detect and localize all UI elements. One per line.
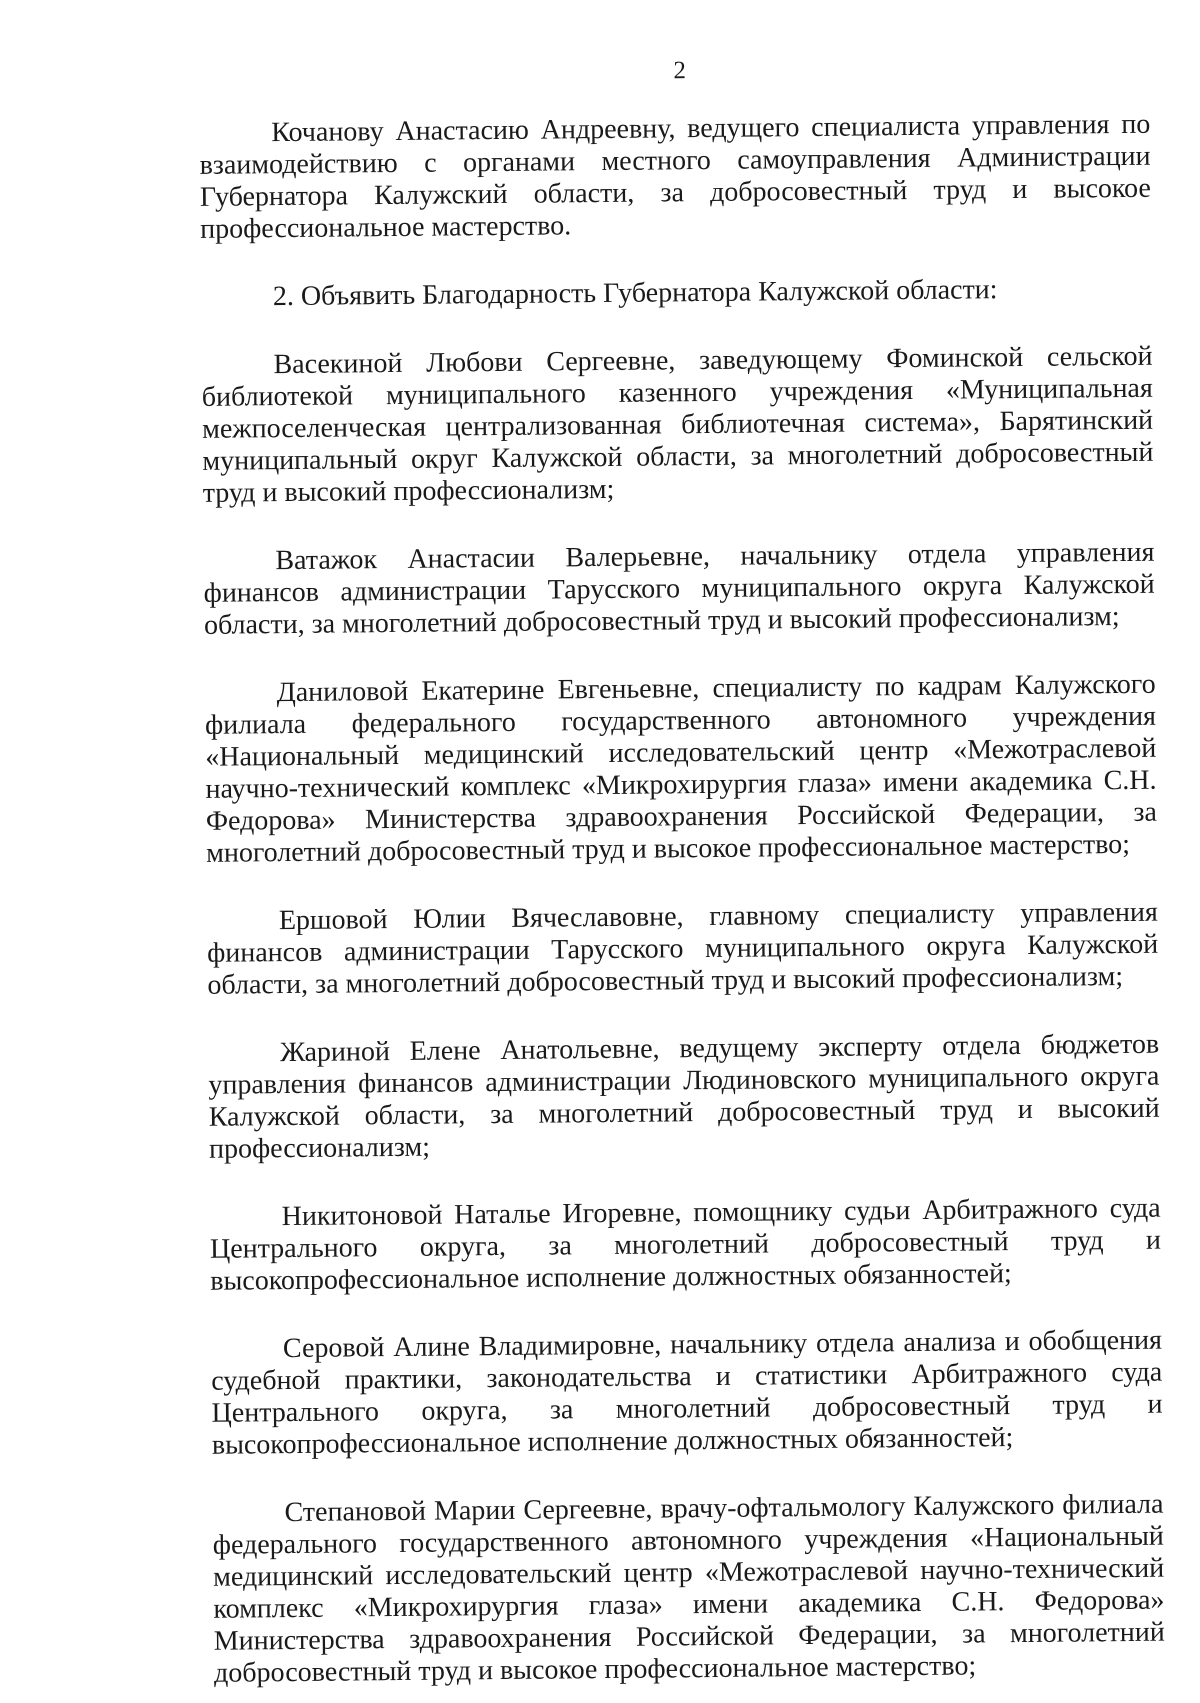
paragraph-ershova: Ершовой Юлии Вячеславовне, главному специалисту управления финансов администрации Тарусского муниципального округа Калужской области, за многолетний добросовестный труд и высокий профессионализм; [207, 896, 1159, 1001]
paragraph-serova: Серовой Алине Владимировне, начальнику отдела анализа и обобщения судебной практики, законодательства и статистики Арбитражного суда Центрального округа, за многолетний добросовестный труд и высокопрофессиональное исполнение должностных обязанностей; [211, 1324, 1163, 1461]
paragraph-zharina: Жариной Елене Анатольевне, ведущему эксперту отдела бюджетов управления финансов администрации Людиновского муниципального округа Калужской области, за многолетний добросовестный труд и высокий профессионализм; [208, 1028, 1160, 1165]
paragraph-kochanova: Кочанову Анастасию Андреевну, ведущего специалиста управления по взаимодействию с органами местного самоуправления Администрации Губернатора Калужский области, за добросовестный труд и высокое профессиональное мастерство. [199, 108, 1152, 245]
paragraph-nikitonova: Никитоновой Наталье Игоревне, помощнику судьи Арбитражного суда Центрального округа, за многолетний добросовестный труд и высокопрофессиональное исполнение должностных обязанностей; [209, 1192, 1162, 1297]
page-number: 2 [673, 57, 687, 85]
paragraph-vasekina: Васекиной Любови Сергеевне, заведующему Фоминской сельской библиотекой муниципального казенного учреждения «Муниципальная межпоселенческая централизованная библиотечная система», Барятинский муниципальный округ Калужской области, за многолетний добросовестный труд и высокий профессионализм; [201, 340, 1154, 509]
paragraph-danilova: Даниловой Екатерине Евгеньевне, специалисту по кадрам Калужского филиала федерального государственного автономного учреждения «Национальный медицинский исследовательский центр «Межотраслевой научно-технический комплекс «Микрохирургия глаза» имени академика С.Н. Федорова» Министерства здравоохранения Российской Федерации, за многолетний добросовестный труд и высокое профессиональное мастерство; [204, 668, 1158, 869]
paragraph-stepanova: Степановой Марии Сергеевне, врачу-офтальмологу Калужского филиала федерального государственного автономного учреждения «Национальный медицинский исследовательский центр «Межотраслевой научно-технический комплекс «Микрохирургия глаза» имени академика С.Н. Федорова» Министерства здравоохранения Российской Федерации, за многолетний добросовестный труд и высокое профессиональное мастерство; [212, 1488, 1165, 1689]
document-body [199, 109, 1165, 1690]
paragraph-item-2-heading: 2. Объявить Благодарность Губернатора Калужской области: [272, 274, 998, 313]
paragraph-vatazhok: Ватажок Анастасии Валерьевне, начальнику отдела управления финансов администрации Тарусского муниципального округа Калужской области, за многолетний добросовестный труд и высокий профессионализм; [203, 536, 1155, 641]
